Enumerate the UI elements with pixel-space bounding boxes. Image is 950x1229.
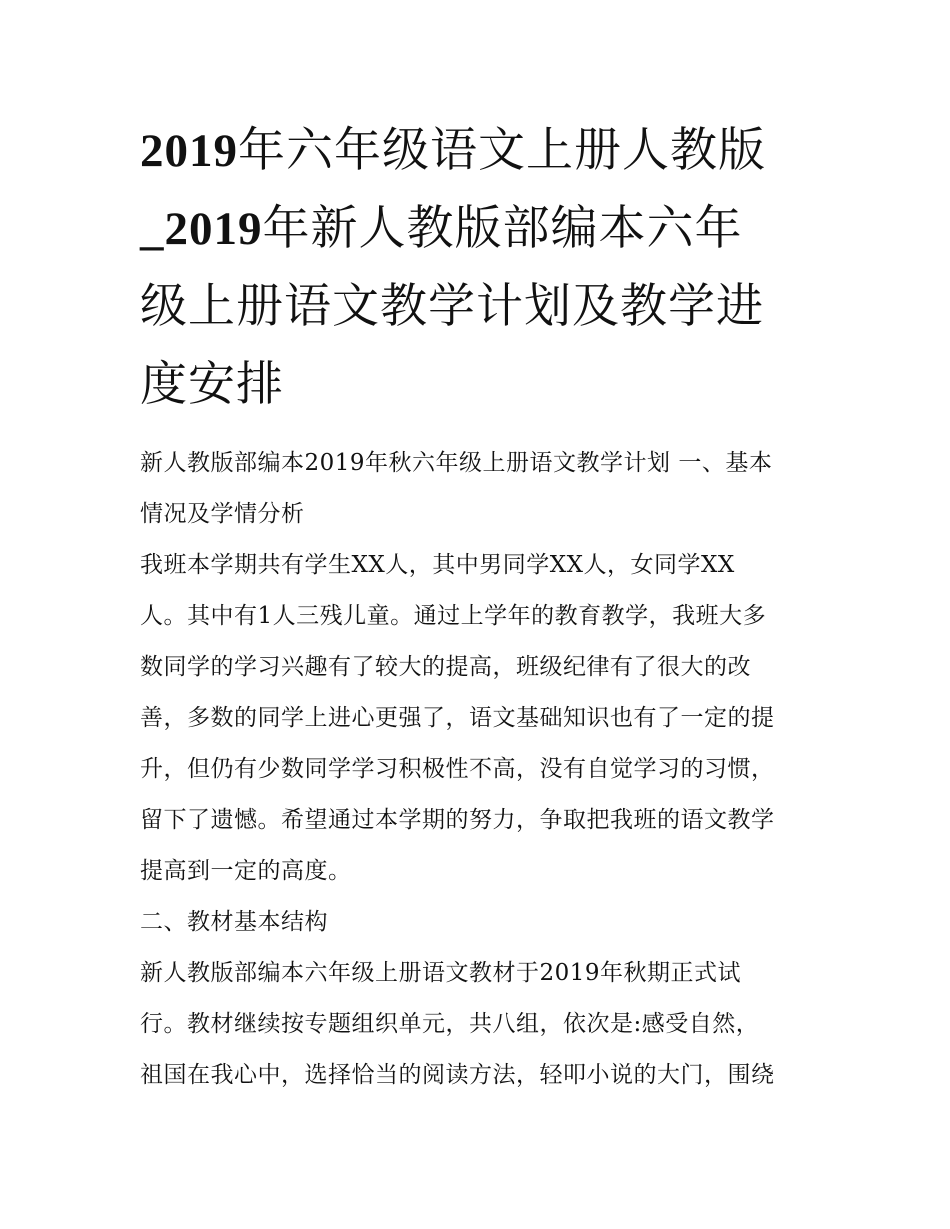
document-page <box>140 112 812 1101</box>
section-heading-2: 二、教材基本结构 <box>140 909 328 935</box>
body-line-5: 数同学的学习兴趣有了较大的提高，班级纪律有了很大的改 <box>140 654 751 680</box>
body-line-11: 新人教版部编本六年级上册语文教材于2019年秋期正式试 <box>140 960 742 986</box>
title-line-1: 2019年六年级语文上册人教版 <box>140 123 766 178</box>
body-line-13: 祖国在我心中，选择恰当的阅读方法，轻叩小说的大门，围绕 <box>140 1062 775 1088</box>
body-line-2: 情况及学情分析 <box>140 501 305 527</box>
body-line-12: 行。教材继续按专题组织单元，共八组，依次是:感受自然， <box>140 1011 760 1037</box>
body-line-1: 新人教版部编本2019年秋六年级上册语文教学计划 一、基本 <box>140 450 773 476</box>
document-title <box>140 112 812 424</box>
title-line-4: 度安排 <box>140 357 284 412</box>
body-line-4: 人。其中有1人三残儿童。通过上学年的教育教学，我班大多 <box>140 603 767 629</box>
body-line-6: 善，多数的同学上进心更强了，语文基础知识也有了一定的提 <box>140 705 775 731</box>
body-line-9: 提高到一定的高度。 <box>140 858 352 884</box>
title-line-3: 级上册语文教学计划及教学进 <box>140 279 764 334</box>
document-body <box>140 438 812 1101</box>
body-line-7: 升，但仍有少数同学学习积极性不高，没有自觉学习的习惯， <box>140 756 775 782</box>
body-line-8: 留下了遗憾。希望通过本学期的努力，争取把我班的语文教学 <box>140 807 775 833</box>
body-line-3: 我班本学期共有学生XX人，其中男同学XX人，女同学XX <box>140 552 735 578</box>
title-line-2: _2019年新人教版部编本六年 <box>140 201 743 256</box>
